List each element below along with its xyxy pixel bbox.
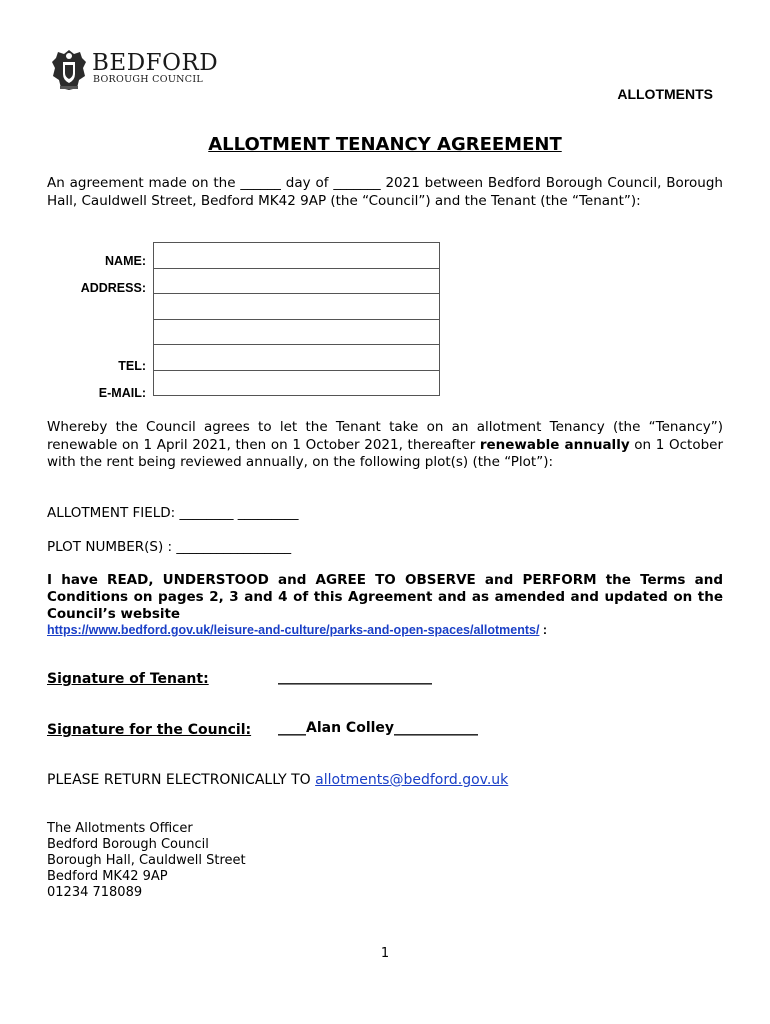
website-line <box>47 623 547 637</box>
address-line: The Allotments Officer <box>47 821 193 836</box>
return-instruction <box>47 772 508 788</box>
council-logo <box>50 48 220 92</box>
name-field[interactable] <box>154 243 439 269</box>
intro-paragraph: An agreement made on the ______ day of _______ 2021 between Bedford Borough Council, Borough Hall, Cauldwell Street, Bedford MK42 9AP (the “Council”) and the Tenant (the “Tenant”): <box>47 175 723 209</box>
logo-subtitle: BOROUGH COUNCIL <box>93 74 203 85</box>
tenancy-text-1: Whereby the Council agrees to let the Tenant take on an allotment Tenancy (the “Tenancy”) renewable on 1 April 2021, then on 1 October 2021, thereafter <box>47 419 723 453</box>
council-signature-value: ____Alan Colley____________ <box>278 720 479 736</box>
logo-name: BEDFORD <box>92 50 219 76</box>
website-suffix: : <box>539 623 548 637</box>
tenant-signature-label: Signature of Tenant: <box>47 671 209 687</box>
officer-address <box>47 821 246 901</box>
email-label: E-MAIL: <box>98 386 146 400</box>
tenant-signature-line[interactable]: ______________________ <box>278 669 432 685</box>
tenancy-paragraph <box>47 419 723 472</box>
tenancy-text-2: on 1 October with the rent being reviewed annually, on the following plot(s) (the “Plot”): <box>47 436 723 470</box>
email-field[interactable] <box>154 371 439 397</box>
document-title: ALLOTMENT TENANCY AGREEMENT <box>208 134 562 155</box>
website-link[interactable]: https://www.bedford.gov.uk/leisure-and-culture/parks-and-open-spaces/allotments/ <box>47 623 540 637</box>
tel-field[interactable] <box>154 345 439 371</box>
tenant-details-table <box>153 242 440 396</box>
address-phone: 01234 718089 <box>47 885 143 900</box>
tel-label: TEL: <box>118 359 146 373</box>
address-label: ADDRESS: <box>80 281 146 295</box>
return-email-link[interactable]: allotments@bedford.gov.uk <box>315 772 509 788</box>
address-field-line-3[interactable] <box>154 320 439 346</box>
address-line: Borough Hall, Cauldwell Street <box>47 853 246 868</box>
crest-icon <box>50 48 88 92</box>
council-signature-label: Signature for the Council: <box>47 722 252 738</box>
address-line: Bedford Borough Council <box>47 837 209 852</box>
page-number: 1 <box>380 946 390 961</box>
address-field-line-2[interactable] <box>154 294 439 320</box>
return-text: PLEASE RETURN ELECTRONICALLY TO <box>47 772 316 788</box>
plot-number-line: PLOT NUMBER(S) : _________________ <box>47 539 292 555</box>
allotment-field-line: ALLOTMENT FIELD: ________ _________ <box>47 505 299 521</box>
address-field-line-1[interactable] <box>154 269 439 295</box>
name-label: NAME: <box>105 254 146 268</box>
tenancy-text-bold: renewable annually <box>479 436 630 453</box>
agreement-statement: I have READ, UNDERSTOOD and AGREE TO OBSERVE and PERFORM the Terms and Conditions on pages 2, 3 and 4 of this Agreement and as amended and updated on the Council’s website <box>47 572 723 622</box>
section-label: ALLOTMENTS <box>617 86 713 102</box>
address-line: Bedford MK42 9AP <box>47 869 168 884</box>
